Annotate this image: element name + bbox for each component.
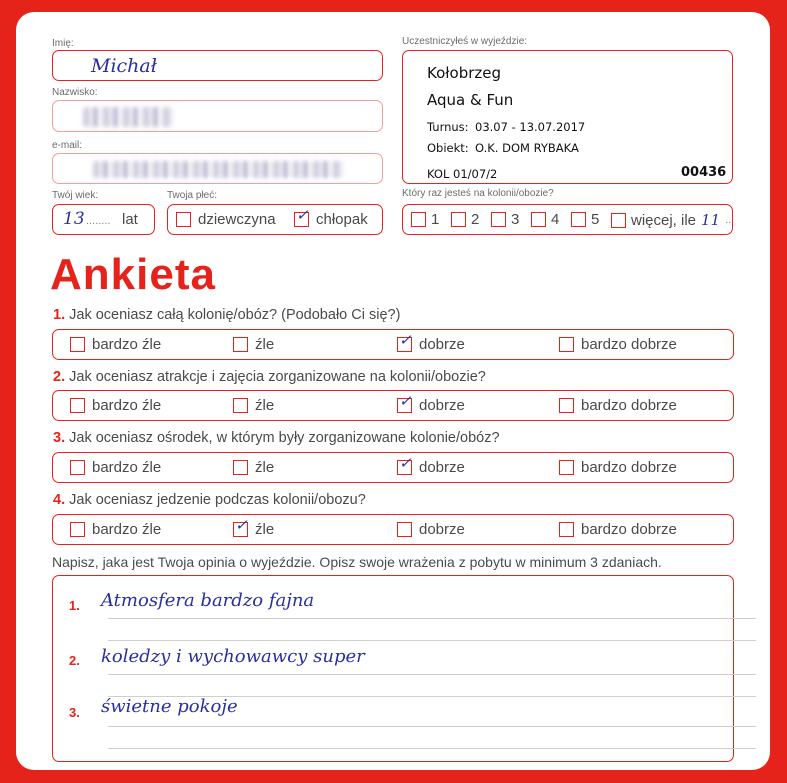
question-text: Jak oceniasz całą kolonię/obóz? (Podobało Ci się?) [69,307,401,323]
answer-checkbox[interactable] [397,522,412,537]
answer-checkbox[interactable] [559,460,574,475]
answer-checkbox[interactable] [70,522,85,537]
answer-option-bardzo-zle[interactable] [70,515,161,544]
event-place: Kołobrzeg [427,64,502,82]
times-option-more[interactable] [611,211,731,229]
times-checkbox[interactable] [571,212,586,227]
answer-option-label: bardzo dobrze [581,459,677,476]
answer-checkbox[interactable] [233,337,248,352]
answer-option-label: bardzo dobrze [581,397,677,414]
wiek-dots: ........ [86,215,111,227]
check-mark-icon: ✓ [296,206,309,224]
answer-row-1 [52,329,734,360]
times-label: Który raz jesteś na kolonii/obozie? [402,188,554,199]
answer-checkbox[interactable] [397,331,412,352]
email-field[interactable] [52,153,383,184]
answer-option-label: bardzo źle [92,336,162,353]
times-option-5[interactable] [571,211,599,228]
email-label: e-mail: [52,140,83,151]
answer-checkbox[interactable] [559,337,574,352]
answer-option-label: dobrze [419,459,465,476]
obiekt-value: O.K. DOM RYBAKA [475,141,579,155]
plec-option-label: chłopak [316,211,368,228]
answer-option-label: źle [255,459,275,476]
opinion-number: 3. [69,705,80,720]
nazwisko-label: Nazwisko: [52,87,98,98]
times-option-1[interactable] [411,211,439,228]
plec-label: Twoja płeć: [167,190,218,201]
answer-row-4 [52,514,734,545]
answer-option-label: dobrze [419,336,465,353]
answer-option-label: źle [255,397,275,414]
answer-option-label: bardzo źle [92,397,162,414]
answer-option-label: bardzo źle [92,459,162,476]
question-number: 1. [53,307,66,323]
answer-row-3 [52,452,734,483]
answer-checkbox[interactable] [559,522,574,537]
plec-field [167,204,383,235]
times-option-label: 1 [431,211,440,228]
nazwisko-redacted [83,107,173,127]
times-option-label: 5 [591,211,600,228]
answer-option-zle[interactable] [233,330,274,359]
imie-field[interactable] [52,50,383,81]
answer-option-bardzo-dobrze[interactable] [559,391,677,420]
answer-option-bardzo-zle[interactable] [70,330,161,359]
opinion-entry-3: świetne pokoje [101,696,238,717]
check-mark-icon: ✓ [235,516,248,534]
survey-sheet [16,12,770,770]
times-checkbox[interactable] [531,212,546,227]
answer-option-label: źle [255,336,275,353]
plec-option-dziewczyna[interactable] [176,211,276,228]
question-2 [53,369,486,385]
times-checkbox[interactable] [451,212,466,227]
writing-line [108,640,756,641]
plec-option-label: dziewczyna [198,211,276,228]
question-text: Jak oceniasz jedzenie podczas kolonii/obozu? [69,492,366,508]
event-box [402,50,733,184]
opinion-entry-1: Atmosfera bardzo fajna [101,590,315,611]
answer-checkbox[interactable] [70,460,85,475]
times-option-2[interactable] [451,211,479,228]
answer-option-label: dobrze [419,397,465,414]
opinion-number: 1. [69,598,80,613]
answer-checkbox[interactable] [397,454,412,475]
answer-option-dobrze[interactable] [397,391,465,420]
turnus-value: 03.07 - 13.07.2017 [475,120,586,134]
wiek-unit: lat [122,211,138,228]
answer-option-zle[interactable] [233,453,274,482]
answer-checkbox[interactable] [397,392,412,413]
plec-checkbox-chlopak[interactable] [294,206,309,227]
answer-option-label: bardzo dobrze [581,336,677,353]
times-more-label: więcej, ile [631,211,697,229]
times-checkbox[interactable] [491,212,506,227]
answer-option-dobrze[interactable] [397,515,465,544]
answer-checkbox[interactable] [233,460,248,475]
question-4 [53,492,366,508]
times-option-label: 3 [511,211,520,228]
check-mark-icon: ✓ [399,392,412,410]
answer-checkbox[interactable] [233,398,248,413]
event-label: Uczestniczyłeś w wyjeździe: [402,36,528,47]
question-number: 4. [53,492,66,508]
times-field [402,204,733,235]
plec-option-chlopak[interactable] [294,206,368,228]
answer-option-label: bardzo dobrze [581,521,677,538]
kol-code: KOL 01/07/2 [427,167,498,181]
imie-label: Imię: [52,38,74,49]
nazwisko-field[interactable] [52,100,383,132]
wiek-label: Twój wiek: [52,190,99,201]
answer-option-dobrze[interactable] [397,330,465,359]
survey-title: Ankieta [50,250,216,299]
wiek-value: 13 [63,209,85,229]
imie-value: Michał [91,55,157,77]
writing-line [108,726,756,727]
question-text: Jak oceniasz ośrodek, w którym były zorganizowane kolonie/obóz? [69,430,500,446]
check-mark-icon: ✓ [399,331,412,349]
turnus-label: Turnus: [427,120,469,134]
times-option-4[interactable] [531,211,559,228]
email-redacted [93,161,343,178]
wiek-field[interactable] [52,204,155,235]
opinion-box[interactable] [52,575,734,762]
writing-line [108,618,756,619]
answer-checkbox[interactable] [559,398,574,413]
times-option-3[interactable] [491,211,519,228]
answer-option-bardzo-dobrze[interactable] [559,453,677,482]
check-mark-icon: ✓ [399,454,412,472]
answer-option-bardzo-dobrze[interactable] [559,515,677,544]
opinion-entry-2: koledzy i wychowawcy super [101,646,365,667]
question-text: Jak oceniasz atrakcje i zajęcia zorganizowane na kolonii/obozie? [69,369,486,385]
answer-option-label: dobrze [419,521,465,538]
answer-option-bardzo-zle[interactable] [70,453,161,482]
answer-option-bardzo-dobrze[interactable] [559,330,677,359]
event-number: 00436 [681,165,727,180]
opinion-number: 2. [69,653,80,668]
obiekt-label: Obiekt: [427,141,469,155]
question-number: 2. [53,369,66,385]
answer-option-label: źle [255,521,275,538]
plec-checkbox-dziewczyna[interactable] [176,212,191,227]
answer-option-dobrze[interactable] [397,453,465,482]
answer-checkbox[interactable] [70,337,85,352]
writing-line [108,748,756,749]
answer-option-zle[interactable] [233,515,274,544]
question-1 [53,307,400,323]
times-option-label: 2 [471,211,480,228]
times-more-dots: .. [725,214,732,226]
opinion-prompt: Napisz, jaka jest Twoja opinia o wyjeździe. Opisz swoje wrażenia z pobytu w minimum 3 zdaniach. [52,554,662,570]
event-name: Aqua & Fun [427,91,514,109]
answer-option-label: bardzo źle [92,521,162,538]
question-3 [53,430,500,446]
times-option-label: 4 [551,211,560,228]
answer-option-zle[interactable] [233,391,274,420]
answer-checkbox[interactable] [70,398,85,413]
times-checkbox[interactable] [611,213,626,228]
answer-option-bardzo-zle[interactable] [70,391,161,420]
writing-line [108,674,756,675]
times-more-value: 11 [701,211,721,229]
question-number: 3. [53,430,66,446]
answer-row-2 [52,390,734,421]
answer-checkbox[interactable] [233,516,248,537]
times-checkbox[interactable] [411,212,426,227]
